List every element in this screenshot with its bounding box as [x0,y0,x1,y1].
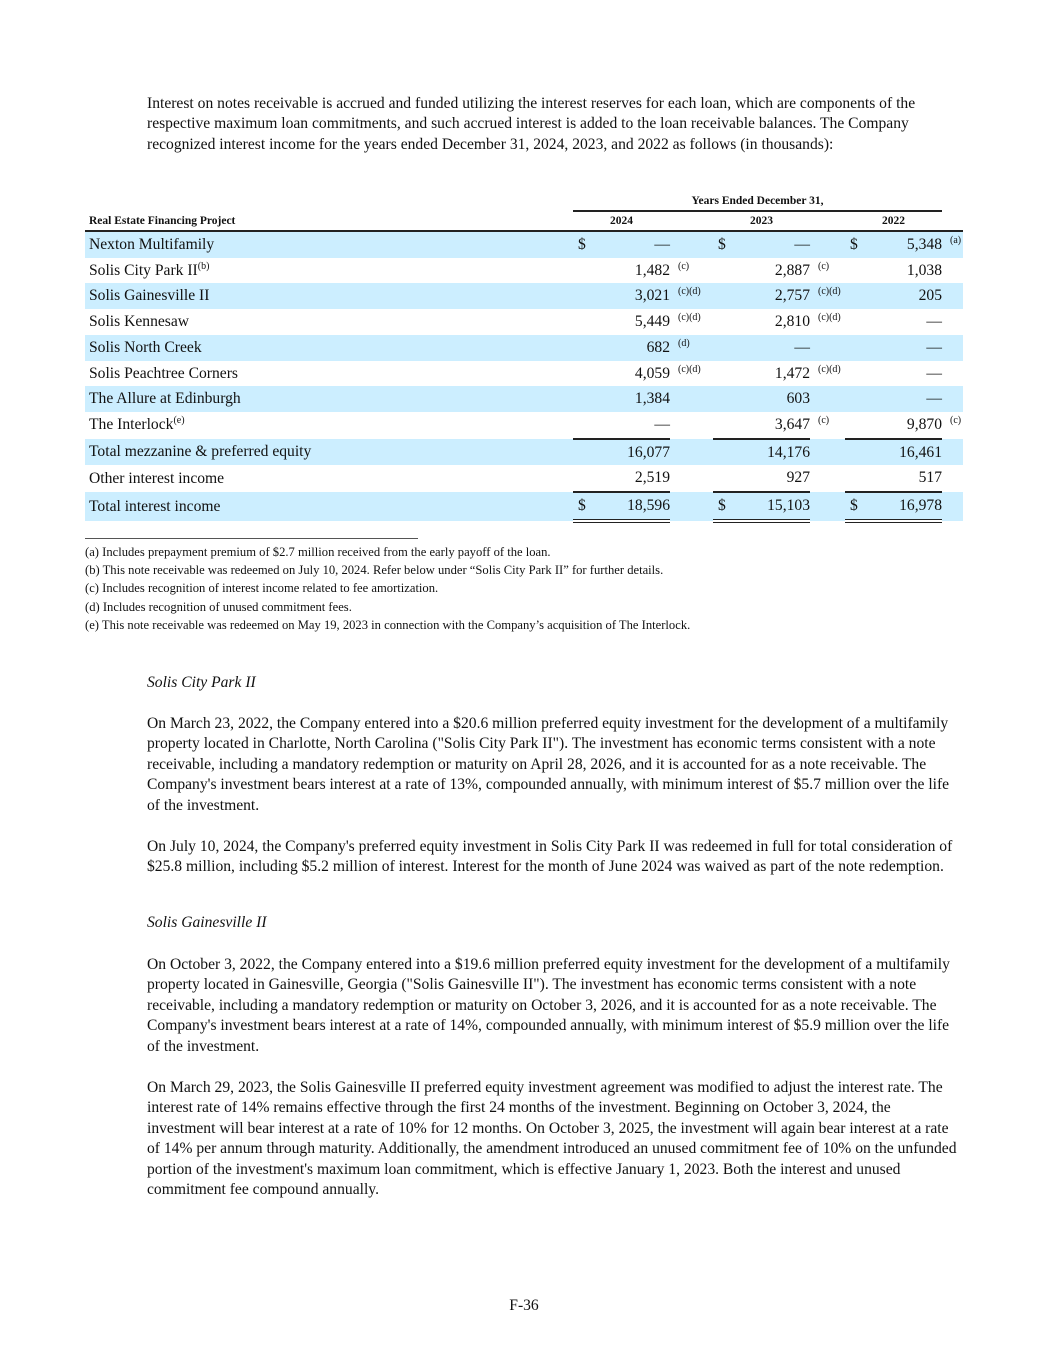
value-2024 [573,439,670,466]
amount: 1,482 [634,261,670,279]
table-row [85,386,963,412]
value-2022 [845,258,942,284]
project-name: Other interest income [89,469,225,487]
row-label [85,465,573,492]
note-ref: (a) [942,231,963,258]
value-2023 [713,335,810,361]
amount: 1,038 [906,261,942,279]
amount: 2,810 [774,313,810,331]
amount: 927 [786,469,810,487]
amount: — [654,415,670,433]
amount: 4,059 [634,364,670,382]
note-ref [942,386,963,412]
footnote-divider [85,538,418,539]
paragraph: On March 23, 2022, the Company entered into a $20.6 million preferred equity investment for the development of a multifamily property located in Charlotte, North Carolina ("Solis City Park II"). The investment has economic terms consistent with a note receivable, including a mandatory redemption or maturity on April 28, 2026, and it is accounted for as a note receivable. The Company's investment bears interest at a rate of 13%, compounded annually, with minimum interest of $5.7 million over the life of the investment. [147,715,950,814]
row-label [85,335,573,361]
project-name: Solis Gainesville II [89,287,210,305]
footnote-a: (a) Includes prepayment premium of $2.7 million received from the early payoff of the loan. [85,545,551,559]
amount: 15,103 [767,497,810,515]
note-ref [942,492,963,521]
paragraph: On July 10, 2024, the Company's preferred equity investment in Solis City Park II was redeemed in full for total consideration of $25.8 million, including $5.2 million of interest. Interest for the month of June 2024 was waived as part of the note redemption. [147,838,953,876]
note-ref [670,465,713,492]
interest-income-table [85,192,963,523]
currency-symbol: $ [850,236,858,253]
amount: — [926,313,942,331]
section-title-solis-gainesville-ii: Solis Gainesville II [147,914,267,931]
amount: 1,472 [774,364,810,382]
amount: 2,887 [774,261,810,279]
value-2024 [573,361,670,387]
note-ref [810,386,845,412]
value-2023 [713,283,810,309]
value-2022 [845,439,942,466]
project-name: Nexton Multifamily [89,236,215,253]
note-ref: (c)(d) [678,312,701,324]
row-label [85,361,573,387]
value-2022 [845,335,942,361]
note-ref [670,492,713,521]
value-2022 [845,412,942,439]
note-ref [670,386,713,412]
value-2024 [573,309,670,335]
footnote-e: (e) This note receivable was redeemed on May 19, 2023 in connection with the Company’s acquisition of The Interlock. [85,617,691,632]
row-label [85,439,573,466]
amount: — [794,338,810,356]
note-ref [670,412,713,439]
row-label [85,231,573,258]
value-2022 [845,361,942,387]
currency-symbol: $ [718,497,726,515]
value-2024 [573,465,670,492]
table-row [85,258,963,284]
value-2022 [845,231,942,258]
table-row [85,231,963,258]
note-ref [942,258,963,284]
amount: 5,449 [634,313,670,331]
note-ref [942,335,963,361]
note-ref [942,439,963,466]
value-2023 [713,258,810,284]
note-ref: (c) [818,414,830,426]
amount: 16,461 [899,443,942,461]
amount: 16,978 [899,497,942,515]
paragraph: On March 29, 2023, the Solis Gainesville II preferred equity investment agreement was modified to adjust the interest rate. The interest rate of 14% remains effective through the first 24 months of the investment. Beginning on October 3, 2024, the investment will bear interest at a rate of 10% for 12 months. On October 3, 2025, the investment will again bear interest at a rate of 14% per annum through maturity. Additionally, the amendment introduced an unused commitment fee of 10% on the unfunded portion of the investment's maximum loan commitment, which is effective January 1, 2023. Both the interest and unused commitment fee compound annually. [147,1079,957,1199]
note-ref [810,231,845,258]
value-2024 [573,283,670,309]
value-2023 [713,492,810,521]
row-label [85,309,573,335]
note-ref: (c) [818,260,830,272]
footnote-d: (d) Includes recognition of unused commitment fees. [85,599,352,614]
value-2023 [713,361,810,387]
project-name: Total interest income [89,497,221,515]
amount: 5,348 [906,236,942,253]
value-2023 [713,439,810,466]
amount: — [794,236,810,253]
amount: 3,647 [774,415,810,433]
note-ref [942,309,963,335]
currency-symbol: $ [578,236,586,253]
table-header-row [85,211,963,231]
amount: 14,176 [767,443,810,461]
note-ref [810,492,845,521]
note-ref [670,439,713,466]
note-ref: (c)(d) [818,363,841,375]
value-2024 [573,386,670,412]
year-header-2024: 2024 [573,211,670,231]
note-ref: (c)(d) [678,363,701,375]
value-2022 [845,386,942,412]
amount: 682 [646,338,670,356]
amount: 18,596 [627,497,670,515]
value-2024 [573,412,670,439]
currency-symbol: $ [718,236,726,253]
note-ref: (c) [678,260,690,272]
amount: 1,384 [634,390,670,408]
note-ref [670,231,713,258]
amount: 2,757 [774,287,810,305]
project-name: The Allure at Edinburgh [89,390,241,408]
project-name: The Interlock [89,416,174,434]
note-ref [810,335,845,361]
footnotes [85,538,690,634]
value-2022 [845,283,942,309]
project-name: Solis Peachtree Corners [89,364,238,382]
note-ref: (c) [950,414,962,426]
amount: — [654,236,670,253]
value-2023 [713,231,810,258]
project-name: Solis North Creek [89,338,202,356]
year-header-2023: 2023 [713,211,810,231]
currency-symbol: $ [850,497,858,515]
table-row [85,335,963,361]
project-name: Total mezzanine & preferred equity [89,443,312,461]
footnote-c: (c) Includes recognition of interest income related to fee amortization. [85,581,439,596]
table-group-header-row [85,192,963,211]
note-ref: (c)(d) [818,312,841,324]
value-2022 [845,465,942,492]
amount: 603 [786,390,810,408]
value-2024 [573,335,670,361]
value-2023 [713,386,810,412]
footnote-b: (b) This note receivable was redeemed on July 10, 2024. Refer below under “Solis City Park II” for further details. [85,563,664,578]
table-row [85,465,963,492]
value-2022 [845,492,942,521]
note-ref: (d) [670,335,713,361]
paragraph: On October 3, 2022, the Company entered into a $19.6 million preferred equity investment for the development of a multifamily property located in Gainesville, Georgia ("Solis Gainesville II"). The investment has economic terms consistent with a note receivable, including a mandatory redemption or maturity on October 3, 2026, and it is accounted for as a note receivable. The Company's investment bears interest at a rate of 14%, compounded annually, with minimum interest of $5.9 million over the life of the investment. [147,956,950,1055]
value-2022 [845,309,942,335]
amount: 9,870 [906,415,942,433]
value-2024 [573,258,670,284]
value-2023 [713,412,810,439]
table-row [85,283,963,309]
footnote-ref: (b) [197,260,210,272]
project-column-header: Real Estate Financing Project [85,211,573,231]
amount: — [926,338,942,356]
row-label [85,412,573,439]
note-ref: (c)(d) [810,283,845,309]
table-row [85,439,963,466]
row-label [85,283,573,309]
year-header-2022: 2022 [845,211,942,231]
value-2024 [573,231,670,258]
page-number: F-36 [509,1297,539,1314]
amount: 3,021 [634,287,670,305]
value-2024 [573,492,670,521]
project-name: Solis Kennesaw [89,313,190,331]
note-ref: (c)(d) [670,283,713,309]
amount: 205 [918,287,942,305]
intro-paragraph: Interest on notes receivable is accrued and funded utilizing the interest reserves for each loan, which are components of the respective maximum loan commitments, and such accrued interest is added to the loan receivable balances. The Company recognized interest income for the years ended December 31, 2024, 2023, and 2022 as follows (in thousands): [147,95,916,153]
amount: 16,077 [627,443,670,461]
note-ref [810,439,845,466]
value-2023 [713,465,810,492]
footnote-ref: (e) [173,415,185,427]
table-row [85,361,963,387]
table-row [85,412,963,439]
project-name: Solis City Park II [89,261,198,279]
amount: — [926,390,942,408]
table-row [85,492,963,521]
currency-symbol: $ [578,497,586,515]
value-2023 [713,309,810,335]
note-ref [942,361,963,387]
amount: 517 [918,469,942,487]
section-title-solis-city-park-ii: Solis City Park II [147,674,256,691]
note-ref [810,465,845,492]
row-label [85,492,573,521]
amount: — [926,364,942,382]
amount: 2,519 [634,469,670,487]
note-ref [942,465,963,492]
row-label [85,258,573,284]
note-ref [942,283,963,309]
table-row [85,309,963,335]
years-ended-header: Years Ended December 31, [573,192,942,211]
row-label [85,386,573,412]
